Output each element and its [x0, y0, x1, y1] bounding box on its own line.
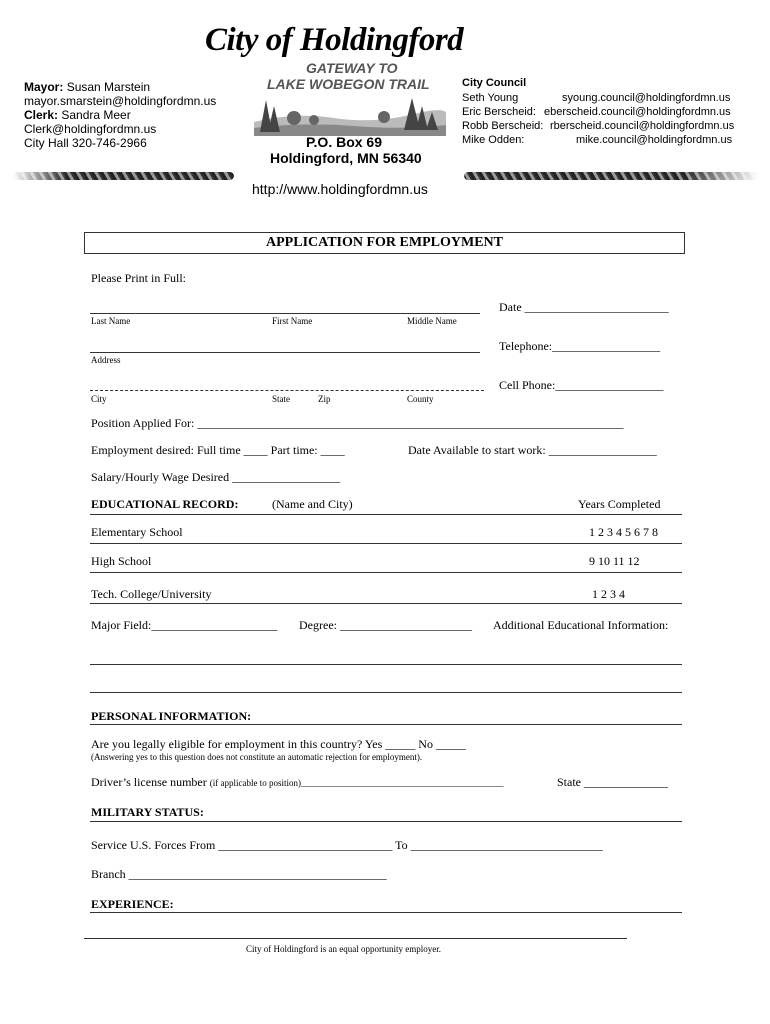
rope-divider-left: [12, 172, 234, 180]
mayor-line: [24, 80, 150, 94]
elementary-line[interactable]: [90, 543, 682, 544]
additional-edu-line-1[interactable]: [90, 664, 682, 665]
experience-heading: EXPERIENCE:: [91, 897, 174, 911]
drivers-license-blank[interactable]: _____________________________________________: [300, 778, 504, 788]
service-from-to-field[interactable]: Service U.S. Forces From _____________________________ To ________________________________: [91, 838, 603, 852]
edu-heading: EDUCATIONAL RECORD:: [91, 497, 239, 511]
council-member: Mike Odden:: [462, 134, 525, 146]
form-title-box: APPLICATION FOR EMPLOYMENT: [84, 232, 685, 254]
council-email: eberscheid.council@holdingfordmn.us: [544, 106, 731, 118]
council-member: Robb Berscheid:: [462, 120, 544, 132]
degree-field[interactable]: Degree: ______________________: [299, 618, 472, 632]
council-email: rberscheid.council@holdingfordmn.us: [550, 120, 735, 132]
eligible-question[interactable]: Are you legally eligible for employment in this country? Yes _____ No _____: [91, 737, 466, 751]
employment-desired-field[interactable]: Employment desired: Full time ____ Part time: ____: [91, 443, 345, 457]
high-school-years[interactable]: 9 10 11 12: [589, 554, 640, 568]
council-title: City Council: [462, 77, 527, 89]
telephone-field[interactable]: Telephone:__________________: [499, 339, 661, 353]
experience-heading-line: [90, 912, 682, 913]
zip-label: Zip: [318, 394, 331, 404]
city-label: City: [91, 394, 107, 404]
personal-heading-line: [90, 724, 682, 725]
council-member: Eric Berscheid:: [462, 106, 536, 118]
website-link[interactable]: http://www.holdingfordmn.us: [252, 181, 428, 197]
mayor-label: Mayor:: [24, 80, 64, 94]
elementary-school-label: Elementary School: [91, 525, 183, 539]
date-available-field[interactable]: Date Available to start work: __________________: [408, 443, 657, 457]
edu-name-city: (Name and City): [272, 497, 353, 511]
print-in-full: Please Print in Full:: [91, 271, 187, 285]
city-hall-phone: City Hall 320-746-2966: [24, 136, 147, 150]
clerk-name: Sandra Meer: [61, 108, 131, 122]
address-label: Address: [91, 355, 121, 365]
last-name-label: Last Name: [91, 316, 131, 326]
major-field[interactable]: Major Field:_____________________: [91, 618, 278, 632]
branch-field[interactable]: Branch ___________________________________________: [91, 867, 387, 881]
tagline-gateway: GATEWAY TO: [306, 60, 398, 76]
po-box: P.O. Box 69: [306, 134, 383, 150]
date-field[interactable]: Date ________________________: [499, 300, 669, 314]
first-name-label: First Name: [272, 316, 313, 326]
edu-years-completed: Years Completed: [578, 497, 661, 511]
footer-line: [84, 938, 627, 939]
cell-phone-field[interactable]: Cell Phone:__________________: [499, 378, 664, 392]
address-field-line[interactable]: [90, 352, 480, 353]
military-heading: MILITARY STATUS:: [91, 805, 204, 819]
eligible-note: (Answering yes to this question does not constitute an automatic rejection for employment).: [91, 752, 423, 762]
high-school-label: High School: [91, 554, 152, 568]
clerk-label: Clerk:: [24, 108, 59, 122]
drivers-license-note: (if applicable to position): [209, 778, 301, 788]
drivers-license-field[interactable]: [91, 775, 503, 790]
military-heading-line: [90, 821, 682, 822]
additional-edu-line-2[interactable]: [90, 692, 682, 693]
elementary-years[interactable]: 1 2 3 4 5 6 7 8: [589, 525, 658, 539]
edu-heading-line: [90, 514, 682, 515]
mayor-email: mayor.smarstein@holdingfordmn.us: [24, 94, 217, 108]
high-school-line[interactable]: [90, 572, 682, 573]
drivers-license-label: Driver’s license number: [91, 775, 207, 789]
mayor-name: Susan Marstein: [66, 80, 151, 94]
council-member: Seth Young: [462, 92, 519, 104]
city-state-zip: Holdingford, MN 56340: [270, 150, 422, 166]
city-field-line[interactable]: [90, 390, 484, 391]
council-email: syoung.council@holdingfordmn.us: [562, 92, 731, 104]
clerk-email: Clerk@holdingfordmn.us: [24, 122, 157, 136]
tagline-trail: LAKE WOBEGON TRAIL: [267, 76, 430, 92]
college-years[interactable]: 1 2 3 4: [592, 587, 625, 601]
middle-name-label: Middle Name: [407, 316, 457, 326]
state-label: State: [272, 394, 290, 404]
trail-landscape-logo: [254, 92, 446, 136]
salary-field[interactable]: Salary/Hourly Wage Desired __________________: [91, 470, 341, 484]
college-line[interactable]: [90, 603, 682, 604]
city-title: City of Holdingford: [205, 22, 464, 58]
equal-opportunity-footer: City of Holdingford is an equal opportunity employer.: [246, 944, 441, 954]
personal-heading: PERSONAL INFORMATION:: [91, 709, 252, 723]
position-applied-field[interactable]: Position Applied For: _______________________________________________________________________: [91, 416, 624, 430]
name-field-line[interactable]: [90, 313, 480, 314]
additional-edu-label: Additional Educational Information:: [493, 618, 669, 632]
college-label: Tech. College/University: [91, 587, 212, 601]
council-email: mike.council@holdingfordmn.us: [576, 134, 733, 146]
county-label: County: [407, 394, 434, 404]
clerk-line: [24, 108, 131, 122]
license-state-field[interactable]: State ______________: [557, 775, 668, 789]
rope-divider-right: [464, 172, 758, 180]
